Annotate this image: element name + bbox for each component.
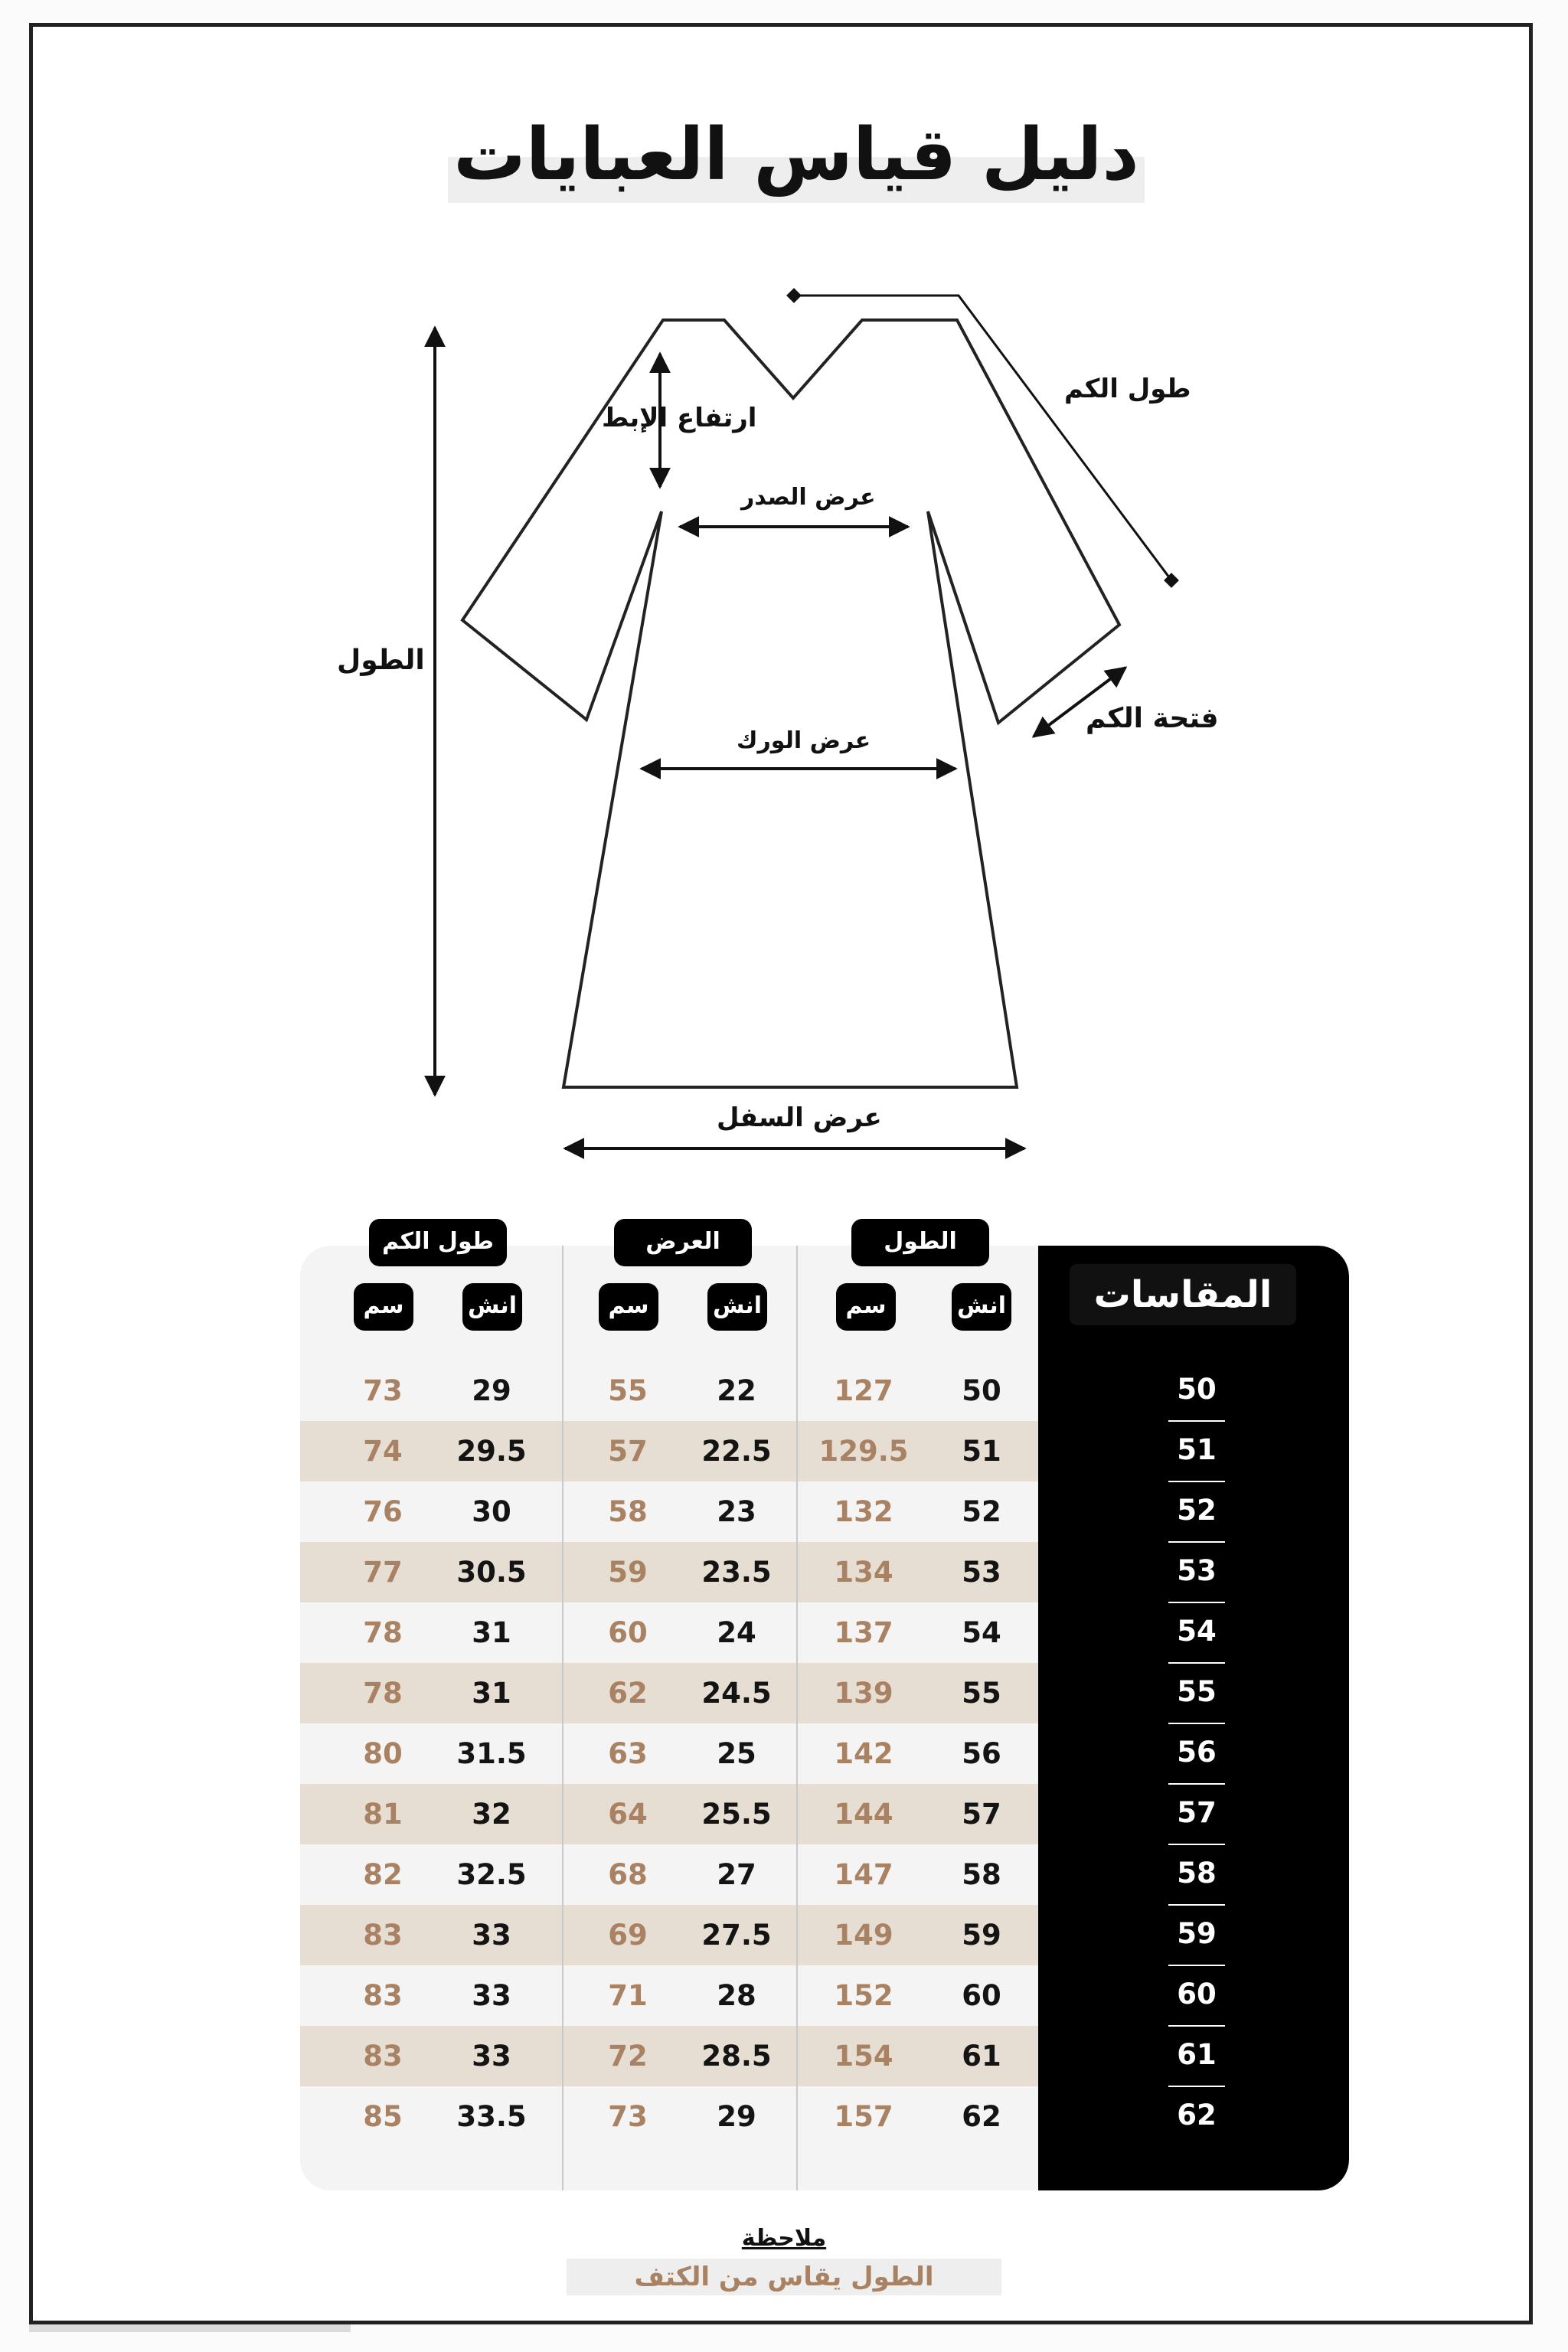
unit-cm-sleeve: سم: [354, 1283, 413, 1331]
cell-sleeve-inch: 30: [472, 1495, 511, 1528]
cell-width-cm: 57: [608, 1435, 648, 1468]
cell-sleeve-inch: 33: [472, 2040, 511, 2073]
cell-length-inch: 54: [962, 1616, 1001, 1649]
cell-sleeve-inch: 33: [472, 1919, 511, 1952]
cell-length-inch: 56: [962, 1737, 1001, 1770]
cell-width-inch: 27: [717, 1858, 756, 1891]
cell-width-cm: 64: [608, 1798, 648, 1831]
cell-length-inch: 55: [962, 1677, 1001, 1710]
cell-width-cm: 60: [608, 1616, 648, 1649]
cell-length-inch: 51: [962, 1435, 1001, 1468]
cell-sleeve-cm: 82: [363, 1858, 403, 1891]
chest-label: عرض الصدر: [741, 484, 876, 511]
size-cell: 55: [1177, 1675, 1217, 1708]
cell-sleeve-inch: 32: [472, 1798, 511, 1831]
cell-length-cm: 129.5: [818, 1435, 909, 1468]
cell-length-cm: 147: [834, 1858, 893, 1891]
cell-width-cm: 58: [608, 1495, 648, 1528]
cell-sleeve-inch: 31: [472, 1677, 511, 1710]
cell-length-inch: 50: [962, 1374, 1001, 1407]
cell-sleeve-inch: 33.5: [456, 2100, 527, 2133]
size-cell: 62: [1177, 2099, 1217, 2132]
cell-width-inch: 29: [717, 2100, 756, 2133]
cell-length-inch: 59: [962, 1919, 1001, 1952]
size-cell: 59: [1177, 1917, 1217, 1950]
cell-width-inch: 25.5: [701, 1798, 772, 1831]
cell-width-inch: 22.5: [701, 1435, 772, 1468]
cell-sleeve-cm: 74: [363, 1435, 403, 1468]
cell-length-inch: 57: [962, 1798, 1001, 1831]
size-cell: 61: [1177, 2038, 1217, 2071]
cell-sleeve-cm: 76: [363, 1495, 403, 1528]
cell-length-cm: 134: [834, 1556, 893, 1589]
cell-width-cm: 55: [608, 1374, 648, 1407]
cell-width-inch: 28.5: [701, 2040, 772, 2073]
cell-sleeve-inch: 33: [472, 1979, 511, 2012]
cell-length-cm: 127: [834, 1374, 893, 1407]
cell-width-inch: 27.5: [701, 1919, 772, 1952]
hem-label: عرض السفل: [717, 1102, 882, 1133]
cell-sleeve-inch: 29.5: [456, 1435, 527, 1468]
hip-label: عرض الورك: [737, 727, 871, 754]
cell-sleeve-inch: 31.5: [456, 1737, 527, 1770]
cell-sleeve-inch: 30.5: [456, 1556, 527, 1589]
cell-width-cm: 63: [608, 1737, 648, 1770]
cell-sleeve-cm: 83: [363, 1979, 403, 2012]
cell-length-cm: 144: [834, 1798, 893, 1831]
cell-length-cm: 157: [834, 2100, 893, 2133]
unit-cm-length: سم: [836, 1283, 896, 1331]
cell-width-inch: 22: [717, 1374, 756, 1407]
sleeve-length-line: [795, 296, 1171, 580]
cell-width-inch: 28: [717, 1979, 756, 2012]
unit-cm-width: سم: [599, 1283, 658, 1331]
unit-inch-length: انش: [952, 1283, 1011, 1331]
group-header-sleeve: طول الكم: [369, 1219, 507, 1266]
cell-length-inch: 53: [962, 1556, 1001, 1589]
note-text: الطول يقاس من الكتف: [567, 2259, 1001, 2295]
cell-sleeve-cm: 85: [363, 2100, 403, 2133]
unit-inch-sleeve: انش: [462, 1283, 522, 1331]
size-cell: 56: [1177, 1736, 1217, 1769]
abaya-outline: [462, 320, 1119, 1087]
cell-sleeve-cm: 81: [363, 1798, 403, 1831]
cell-length-cm: 132: [834, 1495, 893, 1528]
cell-width-cm: 71: [608, 1979, 648, 2012]
cell-length-inch: 61: [962, 2040, 1001, 2073]
cell-width-cm: 69: [608, 1919, 648, 1952]
note-title: ملاحظة: [741, 2225, 827, 2252]
sleeve-marker-start: [786, 288, 802, 303]
cell-sleeve-cm: 73: [363, 1374, 403, 1407]
cell-sleeve-inch: 29: [472, 1374, 511, 1407]
unit-inch-width: انش: [707, 1283, 767, 1331]
cell-sleeve-cm: 83: [363, 2040, 403, 2073]
size-cell: 54: [1177, 1615, 1217, 1648]
cell-width-cm: 68: [608, 1858, 648, 1891]
length-label: الطول: [337, 645, 425, 676]
size-cell: 58: [1177, 1857, 1217, 1890]
size-cell: 53: [1177, 1554, 1217, 1587]
cell-length-inch: 60: [962, 1979, 1001, 2012]
cell-length-cm: 149: [834, 1919, 893, 1952]
cell-length-cm: 142: [834, 1737, 893, 1770]
cell-length-inch: 52: [962, 1495, 1001, 1528]
cell-sleeve-inch: 31: [472, 1616, 511, 1649]
size-cell: 60: [1177, 1978, 1217, 2011]
cell-width-inch: 23.5: [701, 1556, 772, 1589]
cell-width-inch: 24: [717, 1616, 756, 1649]
size-cell: 57: [1177, 1796, 1217, 1829]
cell-width-inch: 24.5: [701, 1677, 772, 1710]
size-cell: 51: [1177, 1433, 1217, 1466]
cell-sleeve-inch: 32.5: [456, 1858, 527, 1891]
page-shadow: [29, 2324, 351, 2332]
cell-length-cm: 154: [834, 2040, 893, 2073]
cell-length-inch: 58: [962, 1858, 1001, 1891]
cell-width-cm: 62: [608, 1677, 648, 1710]
cell-width-inch: 25: [717, 1737, 756, 1770]
cell-sleeve-cm: 78: [363, 1616, 403, 1649]
cell-width-cm: 72: [608, 2040, 648, 2073]
size-cell: 52: [1177, 1494, 1217, 1527]
cell-width-cm: 73: [608, 2100, 648, 2133]
cell-width-cm: 59: [608, 1556, 648, 1589]
cell-sleeve-cm: 77: [363, 1556, 403, 1589]
sleeve-opening-label: فتحة الكم: [1086, 703, 1219, 734]
cell-length-inch: 62: [962, 2100, 1001, 2133]
cell-sleeve-cm: 78: [363, 1677, 403, 1710]
cell-sleeve-cm: 80: [363, 1737, 403, 1770]
page-title: دليل قياس العبايات: [453, 113, 1139, 197]
column-divider: [562, 1246, 564, 2190]
sizes-header: المقاسات: [1070, 1264, 1296, 1325]
sleeve-length-label: طول الكم: [1064, 374, 1191, 404]
cell-length-cm: 152: [834, 1979, 893, 2012]
cell-length-cm: 139: [834, 1677, 893, 1710]
group-header-length: الطول: [851, 1219, 989, 1266]
column-divider: [796, 1246, 798, 2190]
size-cell: 50: [1177, 1373, 1217, 1406]
cell-sleeve-cm: 83: [363, 1919, 403, 1952]
armhole-label: ارتفاع الإبط: [602, 403, 757, 433]
group-header-width: العرض: [614, 1219, 752, 1266]
cell-width-inch: 23: [717, 1495, 756, 1528]
cell-length-cm: 137: [834, 1616, 893, 1649]
